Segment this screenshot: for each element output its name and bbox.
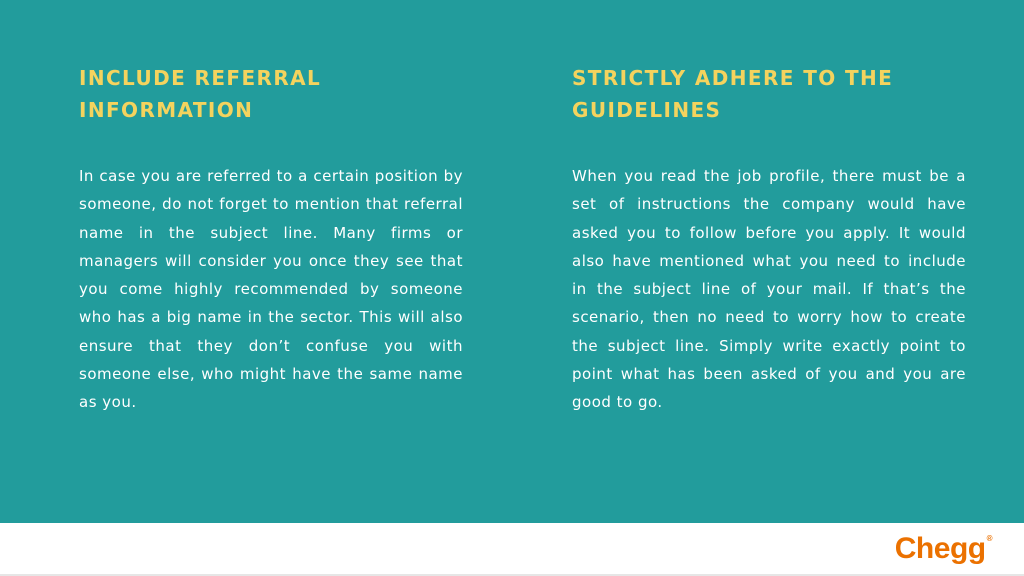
guidelines-section — [572, 62, 966, 417]
referral-heading-line1: INCLUDE REFERRAL — [79, 66, 322, 90]
guidelines-heading-line2: GUIDELINES — [572, 98, 722, 122]
guidelines-heading — [572, 62, 966, 126]
guidelines-body-text: When you read the job profile, there must be a set of instructions the company would have asked you to follow before you apply. It would also have mentioned what you need to include in the subject line of your mail. If that’s the scenario, then no need to worry how to create the subject line. Simply write exactly point to point what has been asked of you and you are good to go. — [572, 167, 966, 412]
guidelines-heading-line1: STRICTLY ADHERE TO THE — [572, 66, 894, 90]
registered-mark: ® — [986, 534, 992, 543]
chegg-logo — [895, 533, 992, 565]
referral-heading-line2: INFORMATION — [79, 98, 254, 122]
referral-heading — [79, 62, 463, 126]
chegg-logo-text: Chegg — [894, 532, 986, 565]
referral-body-text: In case you are referred to a certain position by someone, do not forget to mention that referral name in the subject line. Many firms or managers will consider you once they see that you come highly recommended by someone who has a big name in the sector. This will also ensure that they don’t confuse you with someone else, who might have the same name as you. — [79, 167, 463, 412]
footer-bar — [0, 523, 1024, 576]
referral-section — [79, 62, 463, 417]
